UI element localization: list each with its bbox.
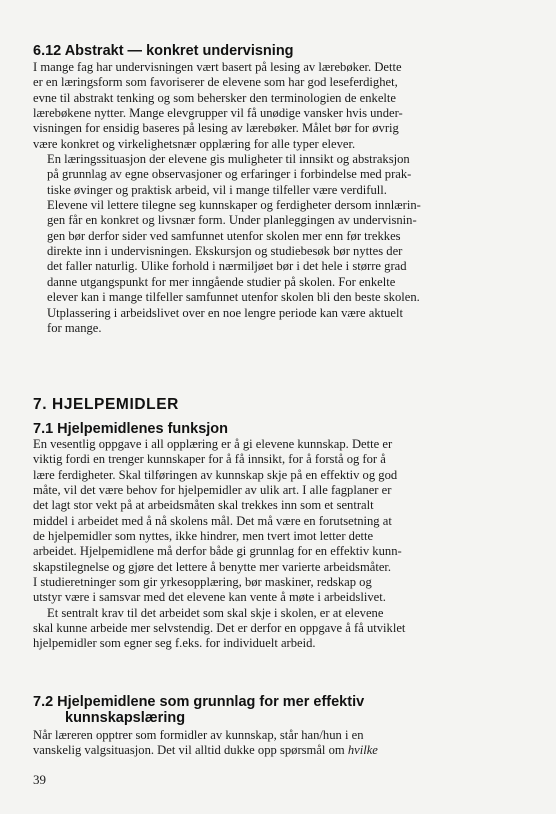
text-line: viktig fordi en trenger kunnskaper for å få innsikt, for å forstå og for å — [33, 452, 386, 467]
text-line: Et sentralt krav til det arbeidet som skal skje i skolen, er at elevene — [47, 605, 384, 620]
section-7-1-body — [33, 437, 525, 652]
text-line: En vesentlig oppgave i all opplæring er å gi elevene kunnskap. Dette er — [33, 437, 393, 451]
text-line: tiske øvinger og praktisk arbeid, vil i mange tilfeller være verdifull. — [47, 182, 387, 197]
section-7-1-heading: 7.1 Hjelpemidlenes funksjon — [33, 421, 228, 437]
section-7-2-heading-line-1: 7.2 Hjelpemidlene som grunnlag for mer effektiv — [33, 694, 365, 710]
text-line: direkte inn i undervisningen. Ekskursjon og studiebesøk bør nyttes der — [47, 244, 403, 259]
section-7-2-heading-line-2: kunnskapslæring — [65, 710, 186, 726]
section-6-12-paragraph-2 — [33, 152, 525, 336]
text-line: er en læringsform som favoriserer de elevene som har god leseferdighet, — [33, 75, 398, 90]
text-line: lærebøkene nytter. Mange elevgrupper vil få unødige vansker hvis under- — [33, 106, 403, 121]
text-line: I mange fag har undervisningen vært basert på lesing av lærebøker. Dette — [33, 60, 402, 74]
text-line: danne utgangspunkt for mer inngående studier på skolen. For enkelte — [47, 274, 396, 289]
section-7-2-heading — [33, 694, 364, 726]
text-line: skapstilegnelse og gjøre det lettere å benytte mer varierte arbeidsmåter. — [33, 559, 392, 574]
text-line: utstyr være i samsvar med det elevene kan vente å møte i arbeidslivet. — [33, 590, 386, 605]
section-6-12-body — [33, 60, 525, 336]
section-7-2-line-2 — [33, 743, 525, 758]
section-6-12-paragraph-1 — [33, 60, 525, 152]
text-line: visningen for ensidig baseres på lesing av lærebøker. Målet bør for øvrig — [33, 121, 399, 136]
text-line: arbeidet. Hjelpemidlene må derfor både gi grunnlag for en effektiv kunn- — [33, 544, 402, 559]
section-7-2-italic-word: hvilke — [347, 743, 378, 758]
text-line: gen bør derfor sider ved samfunnet utenfor skolen mer enn før trekkes — [47, 228, 401, 243]
text-line: lære ferdigheter. Skal tilføringen av kunnskap skje på en effektiv og god — [33, 467, 398, 482]
text-line: Utplassering i arbeidslivet over en noe lengre periode kan være aktuelt — [47, 305, 404, 320]
section-7-2-line-2-text: vanskelig valgsituasjon. Det vil alltid dukke opp spørsmål om — [33, 743, 348, 758]
section-6-12-heading: 6.12 Abstrakt — konkret undervisning — [33, 43, 294, 59]
text-line: være konkret og virkelighetsnær opplæring for alle typer elever. — [33, 136, 356, 151]
text-line: de hjelpemidler som nyttes, ikke hindrer, men tvert imot letter dette — [33, 529, 374, 544]
text-line: det lagt stor vekt på at arbeidsmåten skal trekkes inn som et sentralt — [33, 498, 374, 513]
text-line: gen får en konkret og livsnær form. Under planleggingen av undervisnin- — [47, 213, 417, 228]
text-line: Elevene vil lettere tilegne seg kunnskaper og ferdigheter dersom innlærin- — [47, 198, 421, 213]
chapter-7-heading: 7. HJELPEMIDLER — [33, 396, 179, 413]
text-line: middel i arbeidet med å nå skolens mål. Det må være en forutsetning at — [33, 513, 392, 528]
text-line: En læringssituasjon der elevene gis muligheter til innsikt og abstraksjon — [47, 152, 410, 167]
page-number: 39 — [33, 772, 46, 787]
text-line: det faller naturlig. Ulike forhold i nærmiljøet bør i det hele i større grad — [47, 259, 407, 274]
text-line: på grunnlag av egne observasjoner og erfaringer i forbindelse med prak- — [47, 167, 412, 182]
section-7-1-paragraph-1 — [33, 437, 525, 606]
section-7-2-body — [33, 728, 525, 759]
text-line: elever kan i mange tilfeller samfunnet utenfor skolen bli den beste skolen. — [47, 290, 420, 305]
section-7-2-paragraph-1 — [33, 728, 525, 759]
text-line: hjelpemidler som egner seg f.eks. for individuelt arbeid. — [33, 636, 316, 651]
text-line: for mange. — [47, 320, 102, 335]
text-line: evne til abstrakt tenking og som behersker den terminologien de enkelte — [33, 90, 397, 105]
text-line: måte, vil det være behov for hjelpemidler av ulik art. I alle fagplaner er — [33, 483, 392, 498]
section-7-2-line-1: Når læreren opptrer som formidler av kunnskap, står han/hun i en — [33, 728, 364, 742]
text-line: I studieretninger som gir yrkesopplæring, bør maskiner, redskap og — [33, 575, 372, 590]
text-line: skal kunne arbeide mer selvstendig. Det er derfor en oppgave å få utviklet — [33, 621, 406, 636]
section-7-1-paragraph-2 — [33, 606, 525, 652]
